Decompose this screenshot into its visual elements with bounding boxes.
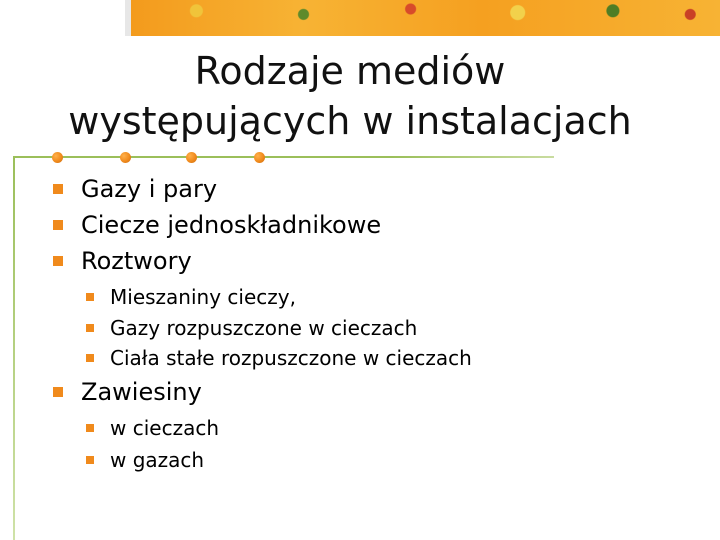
list-item-text: Roztwory xyxy=(81,247,192,275)
title-line-2: występujących w instalacjach xyxy=(68,99,632,143)
decorative-banner-image xyxy=(125,0,720,36)
sub-list-item-text: Gazy rozpuszczone w cieczach xyxy=(110,316,418,340)
sub-list-item xyxy=(86,315,417,341)
left-margin-rule xyxy=(13,157,15,540)
list-item-text: Gazy i pary xyxy=(81,175,218,203)
sub-list-item xyxy=(86,415,219,441)
square-bullet-icon xyxy=(86,354,94,362)
square-bullet-icon xyxy=(53,220,63,230)
orange-dot-icon xyxy=(186,152,197,163)
list-item xyxy=(53,246,192,276)
sub-list-item-text: w gazach xyxy=(110,448,205,472)
title-line-1: Rodzaje mediów xyxy=(194,49,506,93)
slide-title xyxy=(20,46,680,146)
square-bullet-icon xyxy=(53,184,63,194)
sub-list-item xyxy=(86,284,296,310)
sub-list-item xyxy=(86,447,204,473)
list-item xyxy=(53,210,381,240)
square-bullet-icon xyxy=(53,387,63,397)
orange-dot-icon xyxy=(120,152,131,163)
list-item xyxy=(53,174,217,204)
square-bullet-icon xyxy=(86,456,94,464)
banner-edge xyxy=(125,0,131,36)
square-bullet-icon xyxy=(86,293,94,301)
sub-list-item-text: w cieczach xyxy=(110,416,219,440)
sub-list-item-text: Mieszaniny cieczy, xyxy=(110,285,296,309)
square-bullet-icon xyxy=(86,424,94,432)
sub-list-item xyxy=(86,345,472,371)
list-item-text: Zawiesiny xyxy=(81,378,202,406)
orange-dot-icon xyxy=(254,152,265,163)
list-item-text: Ciecze jednoskładnikowe xyxy=(81,211,382,239)
sub-list-item-text: Ciała stałe rozpuszczone w cieczach xyxy=(110,346,472,370)
list-item xyxy=(53,377,202,407)
title-underline-rule xyxy=(13,156,554,158)
square-bullet-icon xyxy=(53,256,63,266)
square-bullet-icon xyxy=(86,324,94,332)
orange-dot-icon xyxy=(52,152,63,163)
